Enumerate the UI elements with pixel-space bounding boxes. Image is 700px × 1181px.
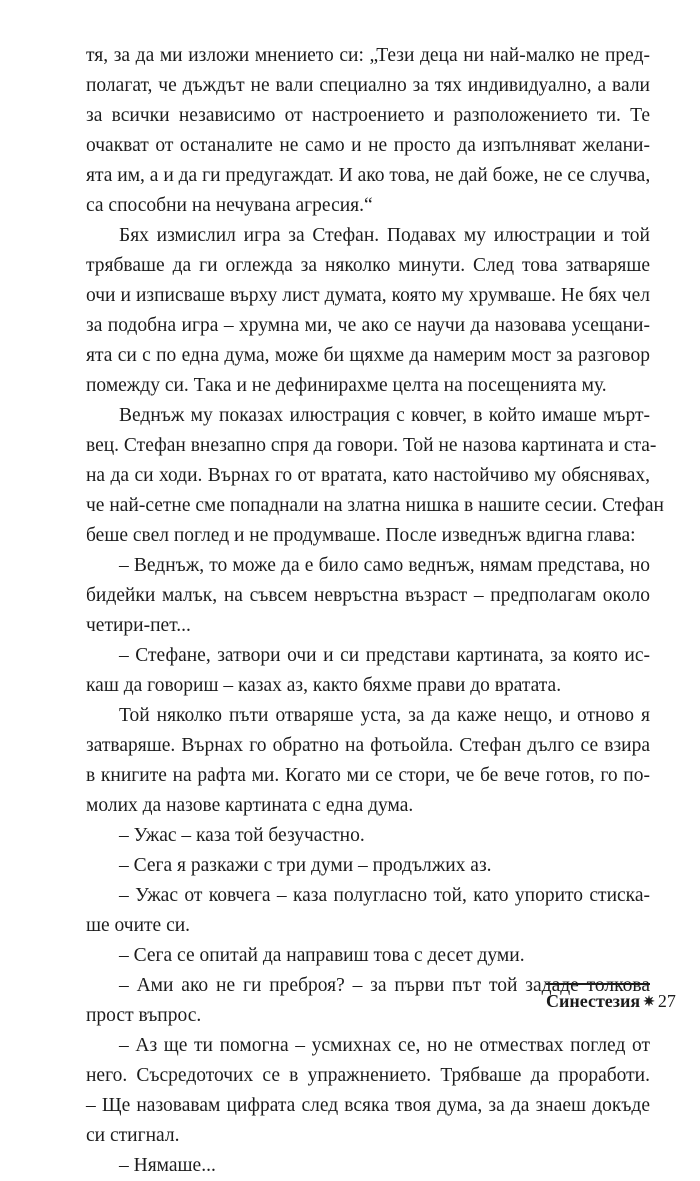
text-line: си стигнал. bbox=[86, 1125, 180, 1146]
text-line: каш да говориш – казах аз, както бяхме прави до вратата. bbox=[86, 675, 562, 696]
text-line: помежду си. Така и не дефинирахме целта на посещенията му. bbox=[86, 375, 607, 396]
text-line: – Аз ще ти помогна – усмихнах се, но не отмествах поглед от bbox=[119, 1035, 650, 1056]
text-line: на да си ходи. Върнах го от вратата, като настойчиво му обяснявах, bbox=[86, 465, 650, 486]
text-line: – Нямаше... bbox=[119, 1155, 216, 1176]
text-line: ята им, а и да ги предугаждат. И ако това, не дай боже, не се случва, bbox=[86, 165, 651, 186]
text-line: – Ще назовавам цифрата след всяка твоя дума, за да знаеш докъде bbox=[86, 1095, 650, 1116]
text-line: – Ужас от ковчега – каза полугласно той, като упорито стиска- bbox=[119, 885, 650, 906]
text-line: са способни на нечувана агресия.“ bbox=[86, 195, 373, 216]
text-line: полагат, че дъждът не вали специално за тях индивидуално, а вали bbox=[86, 75, 650, 96]
text-line: в книгите на рафта ми. Когато ми се стори, че бе вече готов, го по- bbox=[86, 765, 650, 786]
text-line: – Ами ако не ги преброя? – за първи път той зададе толкова bbox=[119, 975, 650, 996]
page-number: 27 bbox=[657, 991, 676, 1011]
text-line: бидейки малък, на съвсем невръстна възраст – предполагам около bbox=[86, 585, 650, 606]
text-line: за подобна игра – хрумна ми, че ако се научи да назовава усещани- bbox=[86, 315, 650, 336]
text-line: прост въпрос. bbox=[86, 1005, 202, 1026]
text-line: молих да назове картината с една дума. bbox=[86, 795, 414, 816]
text-line: очакват от останалите не само и не просто да изпълняват желани- bbox=[86, 135, 650, 156]
text-line: него. Съсредоточих се в упражнението. Трябваше да проработи. bbox=[86, 1065, 650, 1086]
text-line: четири-пет... bbox=[86, 615, 191, 636]
text-line: – Сега я разкажи с три думи – продължих аз. bbox=[119, 855, 492, 876]
text-line: – Сега се опитай да направиш това с десет думи. bbox=[119, 945, 525, 966]
text-line: че най-сетне сме попаднали на златна нишка в нашите сесии. Стефан bbox=[86, 495, 664, 516]
footer-title: Синестезия bbox=[546, 991, 641, 1011]
text-line: Бях измислил игра за Стефан. Подавах му илюстрации и той bbox=[119, 225, 650, 246]
text-line: вец. Стефан внезапно спря да говори. Той не назова картината и ста- bbox=[86, 435, 657, 456]
text-line: за всички независимо от настроението и разположението ти. Те bbox=[86, 105, 650, 126]
text-line: затваряше. Върнах го обратно на фотьойла. Стефан дълго се взира bbox=[86, 735, 650, 756]
text-line: – Стефане, затвори очи и си представи картината, за която ис- bbox=[119, 645, 650, 666]
text-line: Веднъж му показах илюстрация с ковчег, в който имаше мърт- bbox=[119, 405, 650, 426]
text-line: очи и изписваше върху лист думата, която му хрумваше. Не бях чел bbox=[86, 285, 650, 306]
text-line: беше свел поглед и не продумваше. После изведнъж вдигна глава: bbox=[86, 525, 636, 546]
text-line: – Веднъж, то може да е било само веднъж, нямам представа, но bbox=[119, 555, 650, 576]
text-line: ята си с по една дума, може би щяхме да намерим мост за разговор bbox=[86, 345, 650, 366]
text-line: ше очите си. bbox=[86, 915, 191, 936]
page-footer bbox=[546, 983, 676, 1012]
footer-separator: ✷ bbox=[643, 995, 655, 1010]
text-line: тя, за да ми изложи мнението си: „Тези деца ни най-малко не пред- bbox=[86, 45, 650, 66]
text-line: – Ужас – каза той безучастно. bbox=[119, 825, 365, 846]
text-line: Той няколко пъти отваряше уста, за да каже нещо, и отново я bbox=[119, 705, 650, 726]
text-line: трябваше да ги оглежда за няколко минути. След това затваряше bbox=[86, 255, 650, 276]
